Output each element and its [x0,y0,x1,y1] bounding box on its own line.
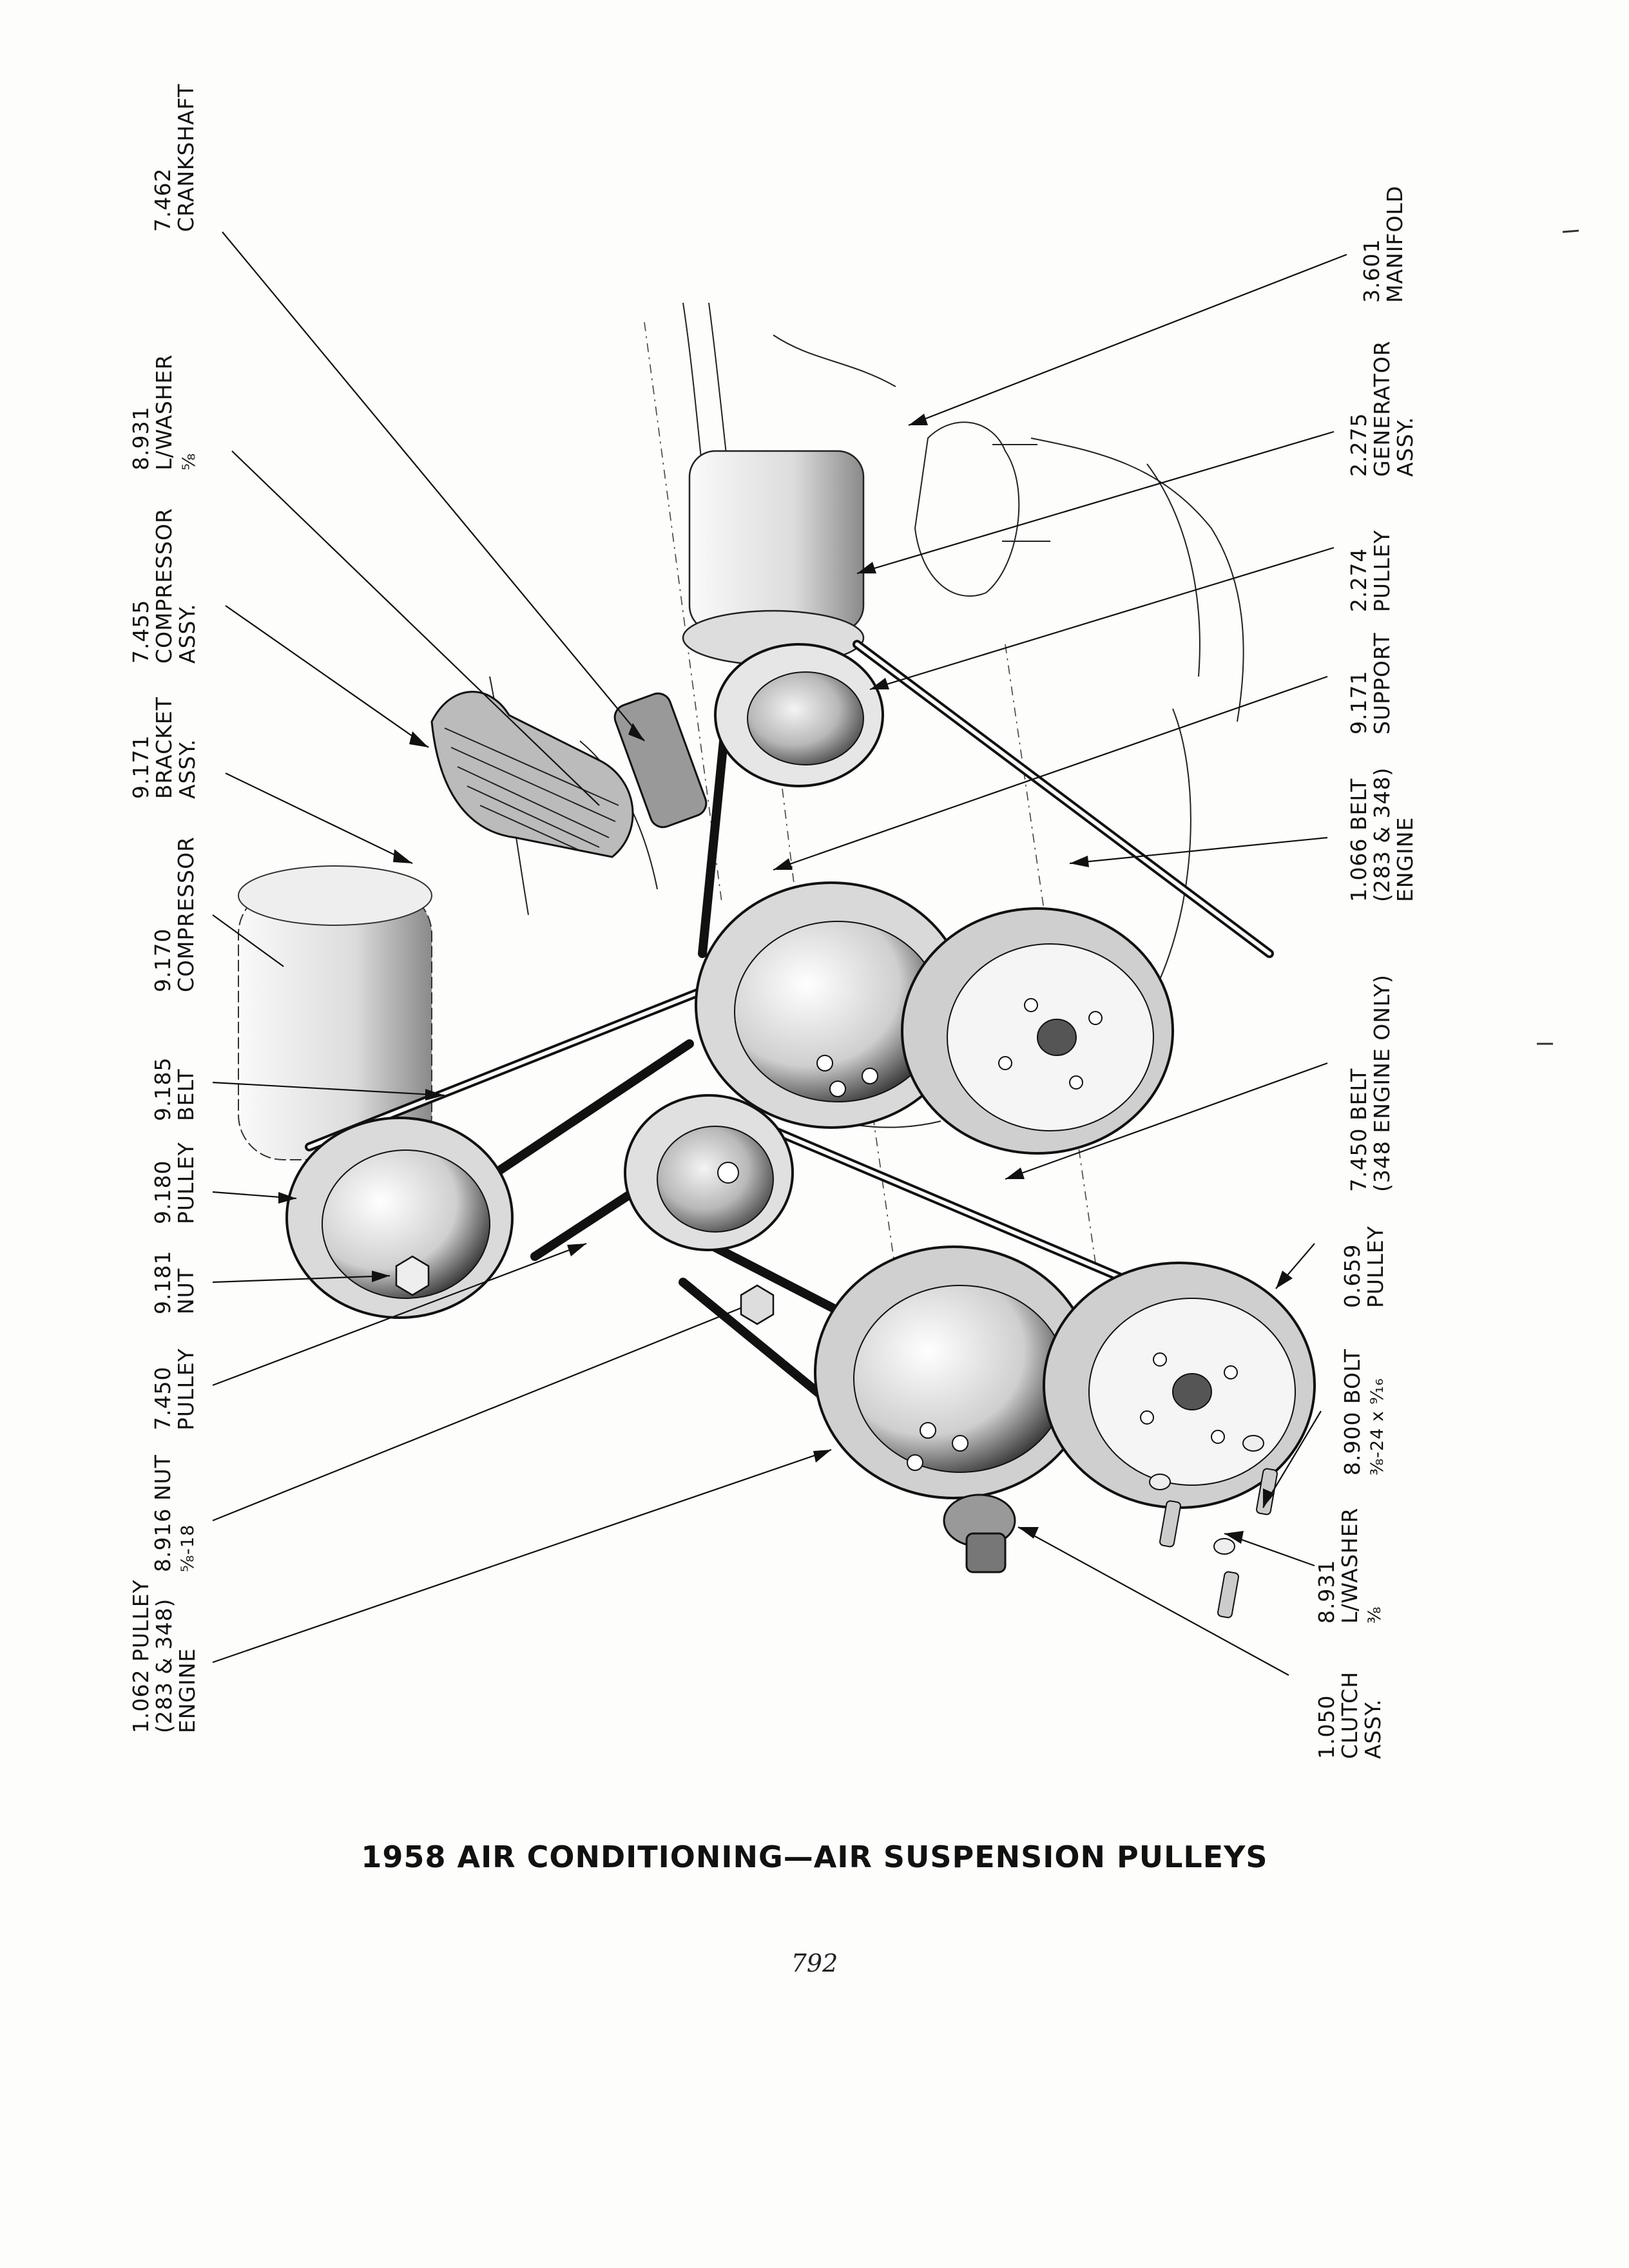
label-compressor: 9.170 COMPRESSOR [150,836,198,992]
compressor-pulley [287,1118,512,1318]
label-lwasher-38: 8.931 L/WASHER ⅜ [1314,1507,1385,1624]
label-belt-9185: 9.185 BELT [150,1057,198,1121]
figure-caption: 1958 AIR CONDITIONING—AIR SUSPENSION PULLEYS [361,1840,1268,1874]
label-compressor-assy: 7.455 COMPRESSOR ASSY. [128,508,200,664]
label-nut-9181: 9.181 NUT [150,1250,198,1314]
label-bolt-8900: 8.900 BOLT ⅜-24 x ⁹⁄₁₆ [1340,1349,1387,1475]
label-lwasher-58: 8.931 L/WASHER ⅝ [128,354,199,470]
label-pulley-9180: 9.180 PULLEY [150,1142,198,1224]
label-belt-1066: 1.066 BELT (283 & 348) ENGINE [1346,767,1418,902]
manifold [915,422,1050,596]
label-pulley-0659: 0.659 PULLEY [1340,1225,1388,1308]
label-generator-assy: 2.275 GENERATOR ASSY. [1346,340,1418,477]
label-support: 9.171 SUPPORT [1346,632,1394,735]
scan-edge-marks [1537,231,1582,1778]
label-bracket-assy: 9.171 BRACKET ASSY. [128,697,200,799]
label-pulley-7450: 7.450 PULLEY [150,1348,198,1430]
label-clutch-assy: 1.050 CLUTCH ASSY. [1314,1671,1385,1759]
compressor-assy-hose [432,690,709,857]
label-pulley-1062: 1.062 PULLEY (283 & 348) ENGINE [128,1579,200,1733]
idler-pulley [625,1095,793,1324]
label-belt-7450: 7.450 BELT (348 ENGINE ONLY) [1346,974,1394,1192]
right-upper-pulley [902,908,1173,1153]
compressor-body [238,866,432,1160]
page-number: 792 [791,1949,838,1977]
generator [683,451,863,665]
labels-left [128,84,200,1733]
label-crankshaft: 7.462 CRANKSHAFT [150,83,198,232]
label-manifold: 3.601 MANIFOLD [1359,185,1407,303]
label-nut-8916: 8.916 NUT ⅝-18 [150,1454,198,1572]
label-pulley-2274: 2.274 PULLEY [1346,530,1394,612]
generator-pulley [715,644,883,786]
labels-right [1314,186,1418,1759]
